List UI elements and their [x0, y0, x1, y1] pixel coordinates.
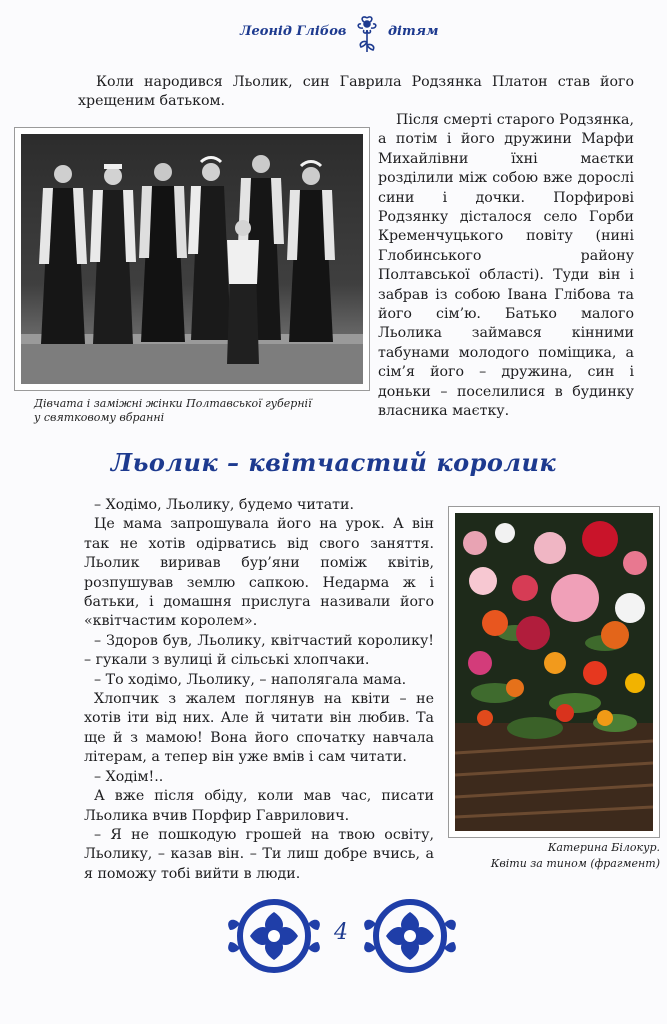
painting-caption: [448, 840, 660, 872]
story-paragraph: – Ходім!..: [94, 768, 164, 785]
story-text: [84, 496, 434, 884]
historical-photo: [14, 127, 370, 391]
right-column-paragraph: Після смерті старого Родзянка, а потім і його дружини Марфи Михайлівни їхні маєтки розділили між собою вже дорослі сини і дочки. Порфирові Родзянку дісталося село Горби Кременчуцького повіту (нині Глобинського району Полтавської області). Туди він і забрав із собою Івана Глібова та його сім’ю. Батько малого Льолика займався кінними табунами молодого поміщика, а сім’я його – дружина, син і доньки – поселилися в будинку власника маєтку.: [378, 112, 634, 420]
story-paragraph: – То ходімо, Льолику, – наполягала мама.: [94, 671, 407, 688]
photo-caption-line: Дівчата і заміжні жінки Полтавської губернії: [34, 397, 312, 410]
story-paragraph: Це мама запрошувала його на урок. А він так не хотів одірватись від свого заняття. Льолик виривав бур’яни поміж квітів, розпушував землю сапкою. Недарма ж і батьки, і домашня прислуга називали його «квітчастим королем».: [84, 516, 434, 630]
story-paragraph: – Я не пошкодую грошей на твою освіту, Льолику, – казав він. – Ти лиш добре вчись, а я поможу тобі вийти в люди.: [84, 826, 434, 882]
photo-caption-line: у святковому вбранні: [34, 411, 165, 424]
folk-ornament-icon: [224, 890, 324, 982]
story-paragraph: – Здоров був, Льолику, квітчастий королику! – гукали з вулиці й сільські хлопчаки.: [84, 632, 434, 669]
page-number: 4: [334, 920, 348, 945]
story-paragraph: Хлопчик з жалем поглянув на квіти – не хотів іти від них. Але й читати він любив. Та ще й з мамою! Вона його спочатку навчала літерам, а тепер він уже вмів і сам читати.: [84, 691, 434, 766]
header-author: Леонід Глібов: [240, 24, 347, 39]
page-footer: [0, 890, 667, 986]
painting-caption-line: Катерина Білокур.: [547, 841, 660, 854]
folk-ornament-icon: [360, 890, 460, 982]
intro-paragraph: Коли народився Льолик, син Гаврила Родзянка Платон став його хрещеним батьком.: [78, 74, 634, 110]
running-header: [0, 14, 667, 54]
story-paragraph: А вже після обіду, коли мав час, писати Льолика вчив Порфир Гаврилович.: [84, 788, 434, 824]
section-title: Льолик – квітчастий королик: [110, 448, 557, 477]
painting-caption-line: Квіти за тином (фрагмент): [490, 857, 660, 870]
story-paragraph: – Ходімо, Льолику, будемо читати.: [94, 497, 354, 513]
flower-painting: [448, 506, 660, 838]
photo-caption: [34, 397, 364, 425]
header-kids: дітям: [388, 24, 439, 39]
flower-ornament-icon: [352, 14, 382, 54]
